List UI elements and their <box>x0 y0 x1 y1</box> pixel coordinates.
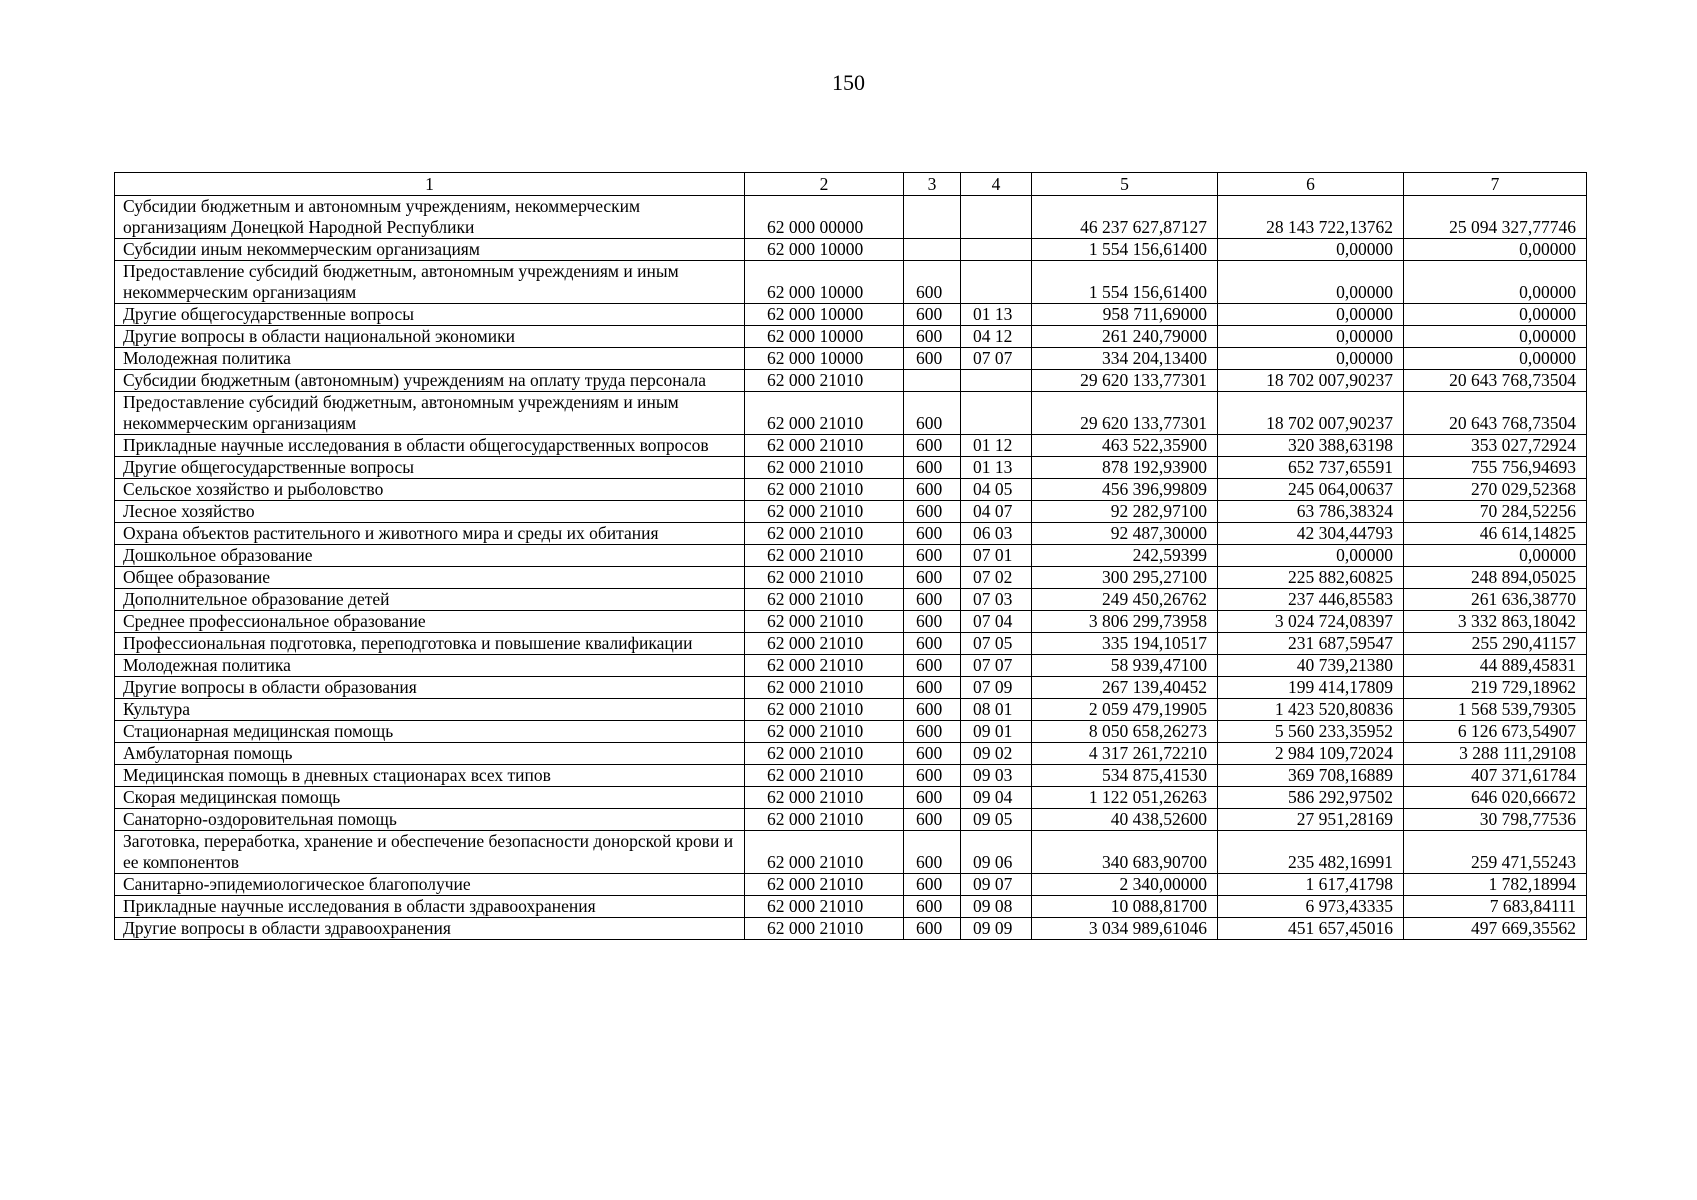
target-code-cell: 62 000 10000 <box>745 239 904 261</box>
section-code-cell: 07 04 <box>961 611 1032 633</box>
section-code-cell: 01 13 <box>961 457 1032 479</box>
row-name-cell: Лесное хозяйство <box>115 501 745 523</box>
amount-col5-cell: 534 875,41530 <box>1032 765 1218 787</box>
expense-type-cell: 600 <box>904 479 961 501</box>
section-code-cell: 09 04 <box>961 787 1032 809</box>
amount-col6-cell: 0,00000 <box>1218 239 1404 261</box>
expense-type-cell: 600 <box>904 326 961 348</box>
amount-col7-cell: 0,00000 <box>1404 545 1587 567</box>
expense-type-cell: 600 <box>904 348 961 370</box>
amount-col6-cell: 245 064,00637 <box>1218 479 1404 501</box>
table-row <box>115 567 1587 589</box>
amount-col6-cell: 3 024 724,08397 <box>1218 611 1404 633</box>
target-code-cell: 62 000 10000 <box>745 304 904 326</box>
amount-col6-cell: 2 984 109,72024 <box>1218 743 1404 765</box>
row-name-cell: Предоставление субсидий бюджетным, автономным учреждениям и иным некоммерческим организациям <box>115 392 745 435</box>
expense-type-cell: 600 <box>904 655 961 677</box>
amount-col6-cell: 369 708,16889 <box>1218 765 1404 787</box>
amount-col7-cell: 30 798,77536 <box>1404 809 1587 831</box>
amount-col7-cell: 0,00000 <box>1404 261 1587 304</box>
table-row <box>115 918 1587 940</box>
section-code-cell: 04 12 <box>961 326 1032 348</box>
section-code-cell: 07 05 <box>961 633 1032 655</box>
amount-col6-cell: 27 951,28169 <box>1218 809 1404 831</box>
section-code-cell: 07 01 <box>961 545 1032 567</box>
table-row <box>115 874 1587 896</box>
target-code-cell: 62 000 21010 <box>745 831 904 874</box>
section-code-cell: 08 01 <box>961 699 1032 721</box>
section-code-cell: 09 08 <box>961 896 1032 918</box>
section-code-cell: 07 07 <box>961 655 1032 677</box>
row-name-cell: Сельское хозяйство и рыболовство <box>115 479 745 501</box>
amount-col6-cell: 63 786,38324 <box>1218 501 1404 523</box>
amount-col6-cell: 18 702 007,90237 <box>1218 392 1404 435</box>
amount-col5-cell: 267 139,40452 <box>1032 677 1218 699</box>
amount-col5-cell: 261 240,79000 <box>1032 326 1218 348</box>
section-code-cell: 01 12 <box>961 435 1032 457</box>
target-code-cell: 62 000 00000 <box>745 196 904 239</box>
target-code-cell: 62 000 21010 <box>745 655 904 677</box>
amount-col6-cell: 225 882,60825 <box>1218 567 1404 589</box>
expense-type-cell: 600 <box>904 918 961 940</box>
target-code-cell: 62 000 21010 <box>745 721 904 743</box>
column-header: 4 <box>961 173 1032 196</box>
section-code-cell: 09 09 <box>961 918 1032 940</box>
section-code-cell: 07 07 <box>961 348 1032 370</box>
amount-col5-cell: 92 282,97100 <box>1032 501 1218 523</box>
target-code-cell: 62 000 21010 <box>745 765 904 787</box>
section-code-cell: 07 03 <box>961 589 1032 611</box>
amount-col6-cell: 18 702 007,90237 <box>1218 370 1404 392</box>
row-name-cell: Медицинская помощь в дневных стационарах всех типов <box>115 765 745 787</box>
amount-col7-cell: 1 568 539,79305 <box>1404 699 1587 721</box>
budget-table <box>114 172 1587 940</box>
expense-type-cell: 600 <box>904 633 961 655</box>
column-header: 7 <box>1404 173 1587 196</box>
amount-col5-cell: 29 620 133,77301 <box>1032 392 1218 435</box>
amount-col6-cell: 199 414,17809 <box>1218 677 1404 699</box>
amount-col7-cell: 25 094 327,77746 <box>1404 196 1587 239</box>
table-row <box>115 392 1587 435</box>
amount-col6-cell: 1 617,41798 <box>1218 874 1404 896</box>
table-row <box>115 809 1587 831</box>
amount-col7-cell: 0,00000 <box>1404 326 1587 348</box>
table-row <box>115 261 1587 304</box>
table-row <box>115 457 1587 479</box>
row-name-cell: Культура <box>115 699 745 721</box>
amount-col6-cell: 0,00000 <box>1218 304 1404 326</box>
section-code-cell: 09 03 <box>961 765 1032 787</box>
table-row <box>115 699 1587 721</box>
amount-col5-cell: 340 683,90700 <box>1032 831 1218 874</box>
amount-col5-cell: 242,59399 <box>1032 545 1218 567</box>
table-row <box>115 501 1587 523</box>
amount-col5-cell: 463 522,35900 <box>1032 435 1218 457</box>
section-code-cell <box>961 239 1032 261</box>
amount-col5-cell: 958 711,69000 <box>1032 304 1218 326</box>
target-code-cell: 62 000 21010 <box>745 896 904 918</box>
amount-col7-cell: 646 020,66672 <box>1404 787 1587 809</box>
section-code-cell: 07 09 <box>961 677 1032 699</box>
amount-col7-cell: 259 471,55243 <box>1404 831 1587 874</box>
amount-col7-cell: 755 756,94693 <box>1404 457 1587 479</box>
expense-type-cell: 600 <box>904 677 961 699</box>
table-row <box>115 435 1587 457</box>
expense-type-cell: 600 <box>904 765 961 787</box>
target-code-cell: 62 000 21010 <box>745 809 904 831</box>
amount-col7-cell: 261 636,38770 <box>1404 589 1587 611</box>
target-code-cell: 62 000 21010 <box>745 392 904 435</box>
amount-col7-cell: 20 643 768,73504 <box>1404 370 1587 392</box>
row-name-cell: Субсидии иным некоммерческим организациям <box>115 239 745 261</box>
target-code-cell: 62 000 21010 <box>745 457 904 479</box>
amount-col7-cell: 3 288 111,29108 <box>1404 743 1587 765</box>
section-code-cell: 01 13 <box>961 304 1032 326</box>
target-code-cell: 62 000 21010 <box>745 633 904 655</box>
expense-type-cell: 600 <box>904 831 961 874</box>
amount-col5-cell: 92 487,30000 <box>1032 523 1218 545</box>
amount-col7-cell: 46 614,14825 <box>1404 523 1587 545</box>
table-row <box>115 304 1587 326</box>
row-name-cell: Другие вопросы в области здравоохранения <box>115 918 745 940</box>
amount-col5-cell: 29 620 133,77301 <box>1032 370 1218 392</box>
row-name-cell: Молодежная политика <box>115 655 745 677</box>
expense-type-cell: 600 <box>904 743 961 765</box>
row-name-cell: Дошкольное образование <box>115 545 745 567</box>
expense-type-cell: 600 <box>904 392 961 435</box>
table-row <box>115 479 1587 501</box>
target-code-cell: 62 000 21010 <box>745 589 904 611</box>
row-name-cell: Другие вопросы в области образования <box>115 677 745 699</box>
target-code-cell: 62 000 21010 <box>745 370 904 392</box>
row-name-cell: Дополнительное образование детей <box>115 589 745 611</box>
table-row <box>115 370 1587 392</box>
amount-col5-cell: 40 438,52600 <box>1032 809 1218 831</box>
amount-col7-cell: 353 027,72924 <box>1404 435 1587 457</box>
amount-col5-cell: 8 050 658,26273 <box>1032 721 1218 743</box>
expense-type-cell: 600 <box>904 874 961 896</box>
row-name-cell: Другие общегосударственные вопросы <box>115 304 745 326</box>
amount-col5-cell: 878 192,93900 <box>1032 457 1218 479</box>
amount-col6-cell: 28 143 722,13762 <box>1218 196 1404 239</box>
amount-col5-cell: 46 237 627,87127 <box>1032 196 1218 239</box>
amount-col6-cell: 42 304,44793 <box>1218 523 1404 545</box>
amount-col6-cell: 0,00000 <box>1218 545 1404 567</box>
amount-col7-cell: 407 371,61784 <box>1404 765 1587 787</box>
section-code-cell <box>961 392 1032 435</box>
table-row <box>115 545 1587 567</box>
table-body <box>115 196 1587 940</box>
table-row <box>115 196 1587 239</box>
amount-col6-cell: 0,00000 <box>1218 261 1404 304</box>
expense-type-cell: 600 <box>904 567 961 589</box>
amount-col7-cell: 70 284,52256 <box>1404 501 1587 523</box>
amount-col6-cell: 0,00000 <box>1218 326 1404 348</box>
row-name-cell: Охрана объектов растительного и животного мира и среды их обитания <box>115 523 745 545</box>
amount-col7-cell: 6 126 673,54907 <box>1404 721 1587 743</box>
amount-col6-cell: 231 687,59547 <box>1218 633 1404 655</box>
amount-col6-cell: 5 560 233,35952 <box>1218 721 1404 743</box>
amount-col7-cell: 3 332 863,18042 <box>1404 611 1587 633</box>
amount-col6-cell: 586 292,97502 <box>1218 787 1404 809</box>
row-name-cell: Профессиональная подготовка, переподготовка и повышение квалификации <box>115 633 745 655</box>
section-code-cell: 09 02 <box>961 743 1032 765</box>
amount-col5-cell: 2 340,00000 <box>1032 874 1218 896</box>
row-name-cell: Субсидии бюджетным (автономным) учреждениям на оплату труда персонала <box>115 370 745 392</box>
amount-col5-cell: 4 317 261,72210 <box>1032 743 1218 765</box>
target-code-cell: 62 000 21010 <box>745 918 904 940</box>
expense-type-cell: 600 <box>904 611 961 633</box>
amount-col7-cell: 219 729,18962 <box>1404 677 1587 699</box>
amount-col7-cell: 44 889,45831 <box>1404 655 1587 677</box>
header-row <box>115 173 1587 196</box>
target-code-cell: 62 000 21010 <box>745 787 904 809</box>
section-code-cell: 04 05 <box>961 479 1032 501</box>
row-name-cell: Общее образование <box>115 567 745 589</box>
row-name-cell: Другие вопросы в области национальной экономики <box>115 326 745 348</box>
target-code-cell: 62 000 21010 <box>745 545 904 567</box>
amount-col7-cell: 248 894,05025 <box>1404 567 1587 589</box>
table-row <box>115 633 1587 655</box>
expense-type-cell: 600 <box>904 523 961 545</box>
amount-col5-cell: 334 204,13400 <box>1032 348 1218 370</box>
table-row <box>115 326 1587 348</box>
table-row <box>115 611 1587 633</box>
target-code-cell: 62 000 21010 <box>745 699 904 721</box>
column-header: 3 <box>904 173 961 196</box>
row-name-cell: Амбулаторная помощь <box>115 743 745 765</box>
column-header: 6 <box>1218 173 1404 196</box>
amount-col7-cell: 497 669,35562 <box>1404 918 1587 940</box>
expense-type-cell: 600 <box>904 545 961 567</box>
row-name-cell: Скорая медицинская помощь <box>115 787 745 809</box>
amount-col5-cell: 10 088,81700 <box>1032 896 1218 918</box>
row-name-cell: Субсидии бюджетным и автономным учреждениям, некоммерческим организациям Донецкой Народной Республики <box>115 196 745 239</box>
amount-col6-cell: 0,00000 <box>1218 348 1404 370</box>
section-code-cell: 09 06 <box>961 831 1032 874</box>
table-row <box>115 655 1587 677</box>
section-code-cell: 07 02 <box>961 567 1032 589</box>
row-name-cell: Заготовка, переработка, хранение и обеспечение безопасности донорской крови и ее компонентов <box>115 831 745 874</box>
amount-col7-cell: 20 643 768,73504 <box>1404 392 1587 435</box>
amount-col6-cell: 1 423 520,80836 <box>1218 699 1404 721</box>
amount-col5-cell: 300 295,27100 <box>1032 567 1218 589</box>
row-name-cell: Стационарная медицинская помощь <box>115 721 745 743</box>
expense-type-cell: 600 <box>904 896 961 918</box>
table-row <box>115 348 1587 370</box>
amount-col6-cell: 235 482,16991 <box>1218 831 1404 874</box>
amount-col7-cell: 0,00000 <box>1404 304 1587 326</box>
target-code-cell: 62 000 10000 <box>745 348 904 370</box>
expense-type-cell <box>904 239 961 261</box>
target-code-cell: 62 000 21010 <box>745 523 904 545</box>
amount-col7-cell: 270 029,52368 <box>1404 479 1587 501</box>
target-code-cell: 62 000 21010 <box>745 501 904 523</box>
expense-type-cell: 600 <box>904 787 961 809</box>
expense-type-cell: 600 <box>904 261 961 304</box>
target-code-cell: 62 000 10000 <box>745 326 904 348</box>
amount-col6-cell: 451 657,45016 <box>1218 918 1404 940</box>
target-code-cell: 62 000 10000 <box>745 261 904 304</box>
table-row <box>115 677 1587 699</box>
table-row <box>115 721 1587 743</box>
target-code-cell: 62 000 21010 <box>745 677 904 699</box>
amount-col5-cell: 456 396,99809 <box>1032 479 1218 501</box>
target-code-cell: 62 000 21010 <box>745 874 904 896</box>
column-header: 1 <box>115 173 745 196</box>
amount-col6-cell: 6 973,43335 <box>1218 896 1404 918</box>
target-code-cell: 62 000 21010 <box>745 435 904 457</box>
row-name-cell: Среднее профессиональное образование <box>115 611 745 633</box>
row-name-cell: Предоставление субсидий бюджетным, автономным учреждениям и иным некоммерческим организациям <box>115 261 745 304</box>
row-name-cell: Прикладные научные исследования в области здравоохранения <box>115 896 745 918</box>
amount-col6-cell: 40 739,21380 <box>1218 655 1404 677</box>
row-name-cell: Санитарно-эпидемиологическое благополучие <box>115 874 745 896</box>
expense-type-cell: 600 <box>904 589 961 611</box>
table-row <box>115 589 1587 611</box>
amount-col7-cell: 255 290,41157 <box>1404 633 1587 655</box>
row-name-cell: Другие общегосударственные вопросы <box>115 457 745 479</box>
expense-type-cell: 600 <box>904 457 961 479</box>
expense-type-cell: 600 <box>904 501 961 523</box>
row-name-cell: Санаторно-оздоровительная помощь <box>115 809 745 831</box>
expense-type-cell <box>904 196 961 239</box>
table-row <box>115 239 1587 261</box>
expense-type-cell: 600 <box>904 699 961 721</box>
row-name-cell: Прикладные научные исследования в области общегосударственных вопросов <box>115 435 745 457</box>
amount-col5-cell: 1 554 156,61400 <box>1032 261 1218 304</box>
expense-type-cell: 600 <box>904 809 961 831</box>
column-header: 2 <box>745 173 904 196</box>
amount-col5-cell: 2 059 479,19905 <box>1032 699 1218 721</box>
amount-col5-cell: 335 194,10517 <box>1032 633 1218 655</box>
table-row <box>115 831 1587 874</box>
amount-col7-cell: 7 683,84111 <box>1404 896 1587 918</box>
amount-col5-cell: 249 450,26762 <box>1032 589 1218 611</box>
target-code-cell: 62 000 21010 <box>745 567 904 589</box>
amount-col5-cell: 3 806 299,73958 <box>1032 611 1218 633</box>
row-name-cell: Молодежная политика <box>115 348 745 370</box>
amount-col5-cell: 3 034 989,61046 <box>1032 918 1218 940</box>
amount-col6-cell: 237 446,85583 <box>1218 589 1404 611</box>
table-row <box>115 523 1587 545</box>
section-code-cell: 04 07 <box>961 501 1032 523</box>
expense-type-cell: 600 <box>904 435 961 457</box>
amount-col5-cell: 1 122 051,26263 <box>1032 787 1218 809</box>
amount-col5-cell: 58 939,47100 <box>1032 655 1218 677</box>
amount-col7-cell: 0,00000 <box>1404 239 1587 261</box>
amount-col7-cell: 1 782,18994 <box>1404 874 1587 896</box>
table-row <box>115 787 1587 809</box>
amount-col7-cell: 0,00000 <box>1404 348 1587 370</box>
table-row <box>115 765 1587 787</box>
section-code-cell <box>961 196 1032 239</box>
amount-col5-cell: 1 554 156,61400 <box>1032 239 1218 261</box>
section-code-cell: 09 01 <box>961 721 1032 743</box>
section-code-cell: 09 05 <box>961 809 1032 831</box>
table-row <box>115 896 1587 918</box>
expense-type-cell: 600 <box>904 304 961 326</box>
amount-col6-cell: 652 737,65591 <box>1218 457 1404 479</box>
section-code-cell <box>961 261 1032 304</box>
expense-type-cell: 600 <box>904 721 961 743</box>
target-code-cell: 62 000 21010 <box>745 479 904 501</box>
table-row <box>115 743 1587 765</box>
section-code-cell: 09 07 <box>961 874 1032 896</box>
section-code-cell <box>961 370 1032 392</box>
target-code-cell: 62 000 21010 <box>745 611 904 633</box>
expense-type-cell <box>904 370 961 392</box>
page-number: 150 <box>832 70 865 95</box>
amount-col6-cell: 320 388,63198 <box>1218 435 1404 457</box>
section-code-cell: 06 03 <box>961 523 1032 545</box>
column-header: 5 <box>1032 173 1218 196</box>
target-code-cell: 62 000 21010 <box>745 743 904 765</box>
